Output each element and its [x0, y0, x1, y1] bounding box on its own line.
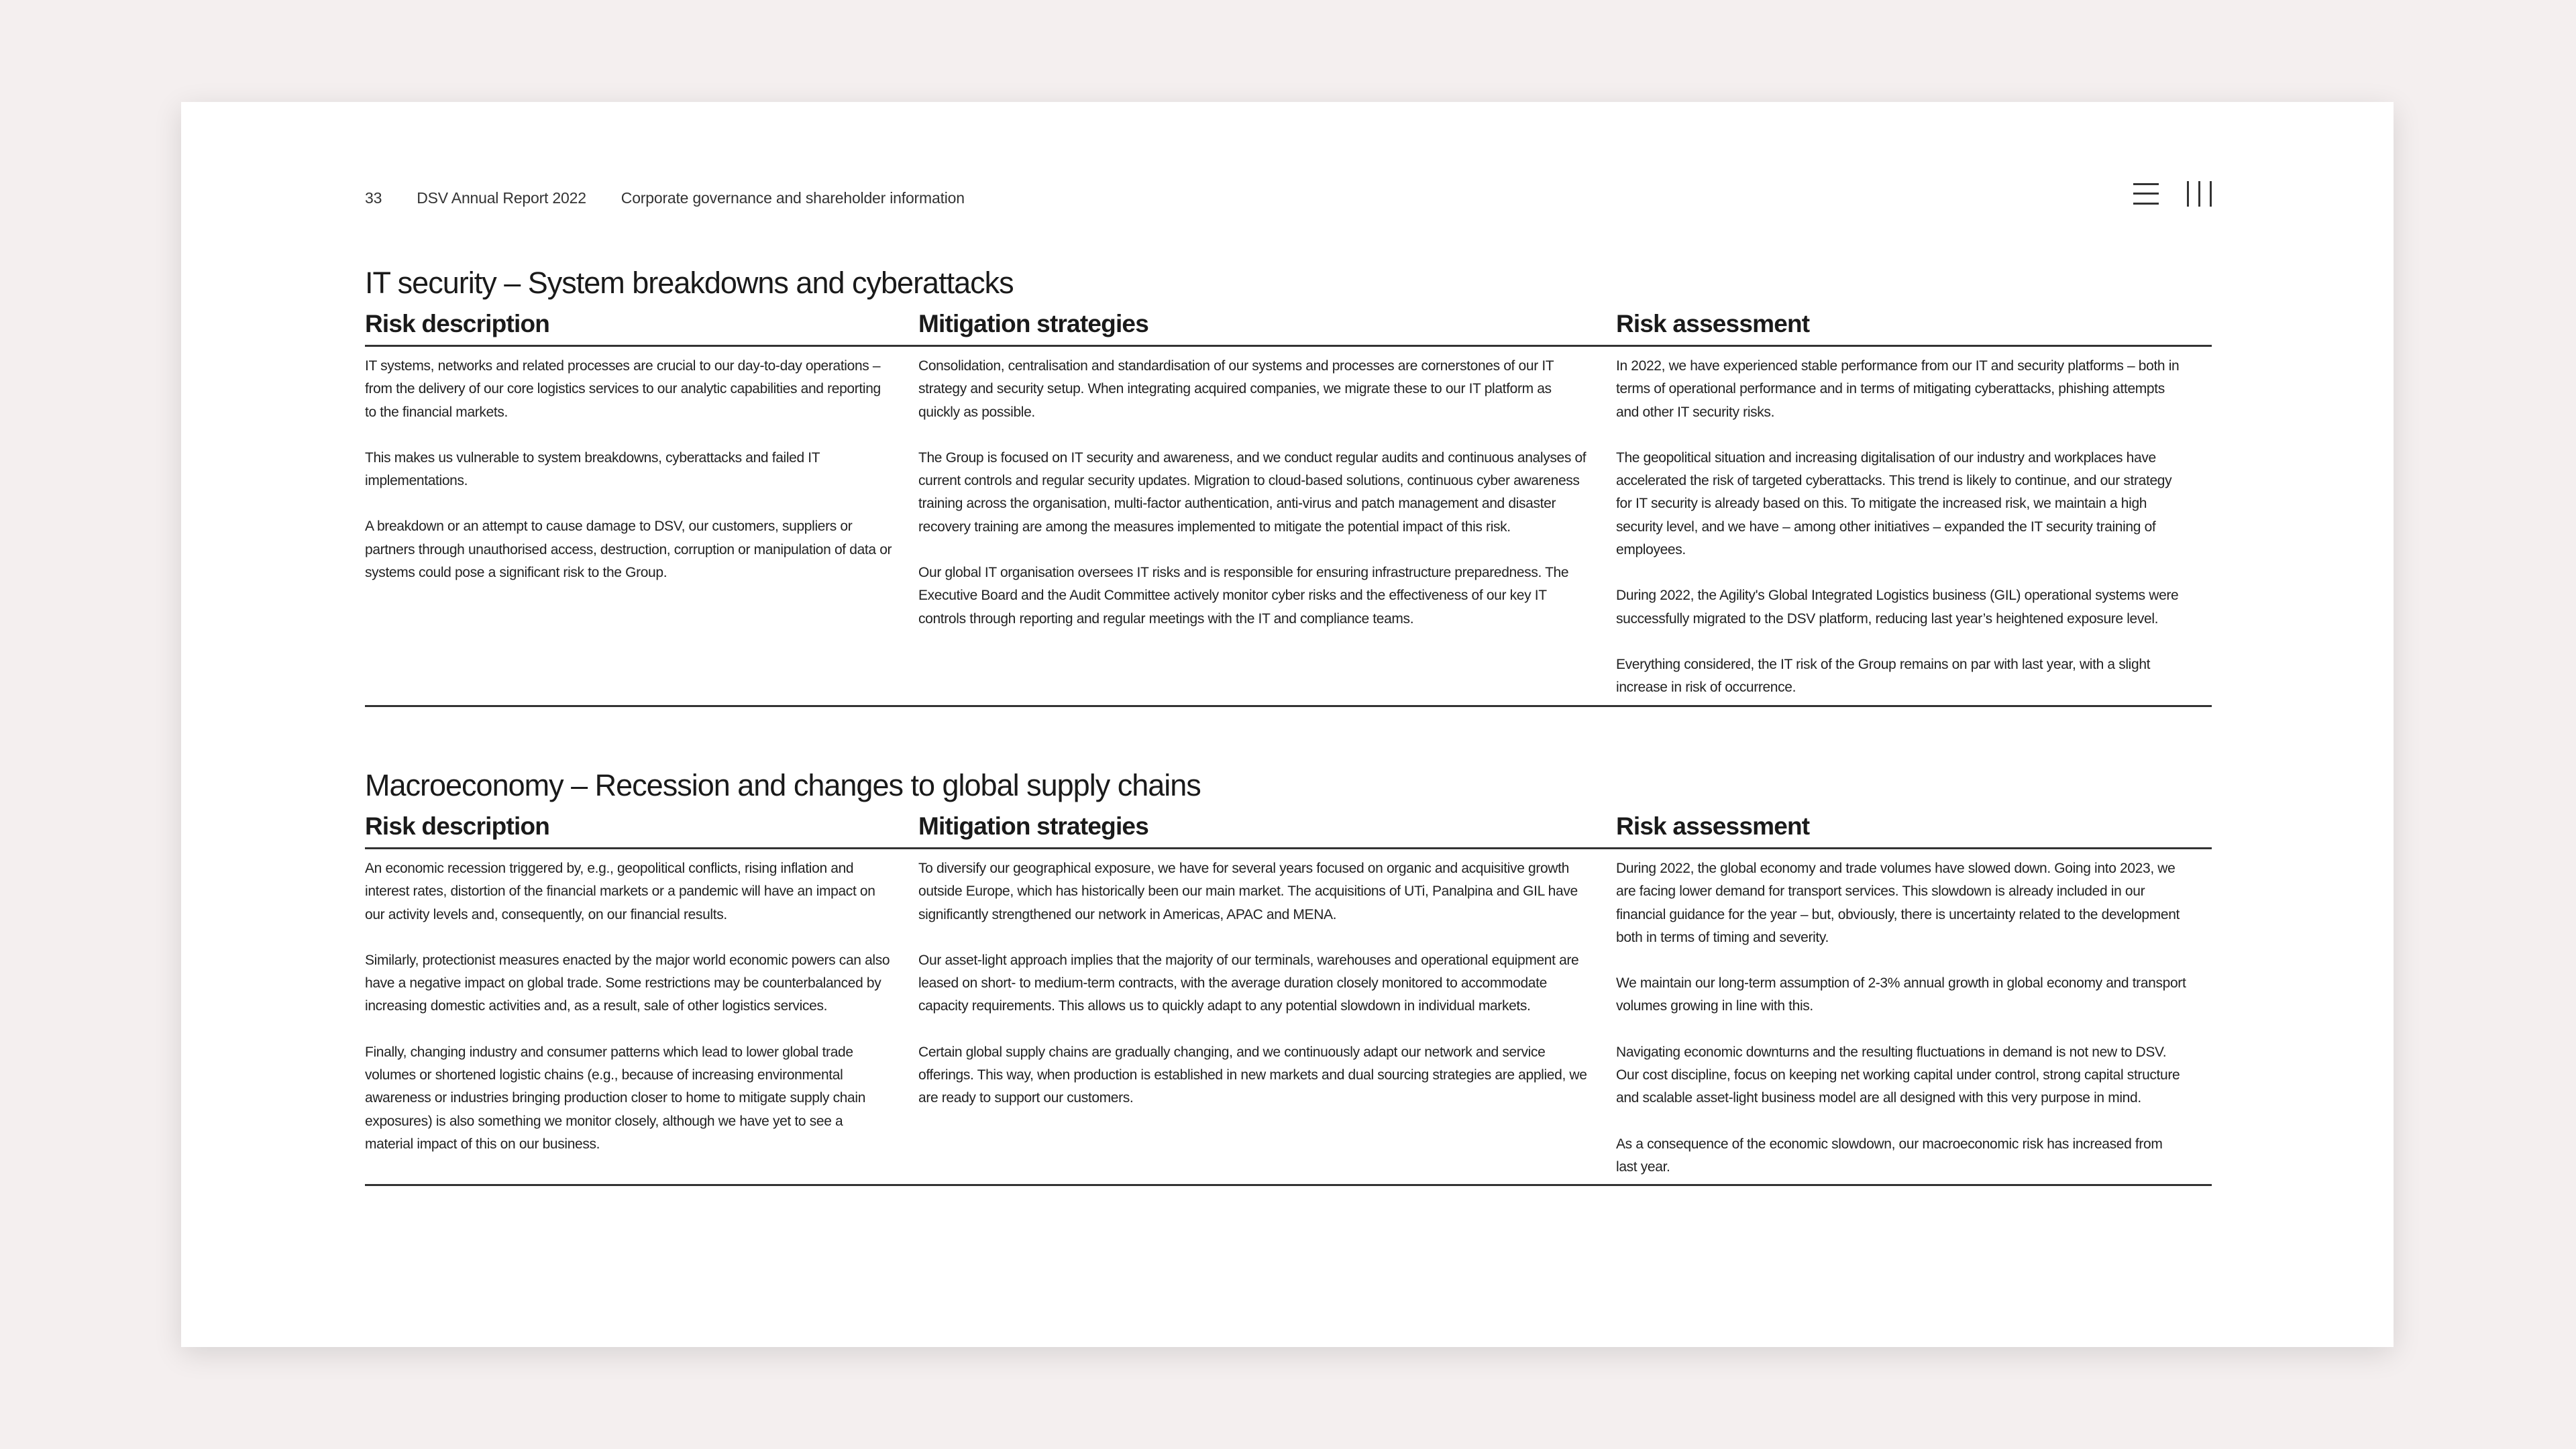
- running-header: [365, 189, 965, 207]
- report-title: DSV Annual Report 2022: [417, 189, 586, 207]
- risk-table-body: [365, 849, 2212, 1186]
- paragraph: During 2022, the global economy and trade volumes have slowed down. Going into 2023, we are facing lower demand for transport services. This slowdown is already included in our financial guidance for the year – but, obviously, there is uncertainty related to the development both in terms of timing and severity.: [1616, 861, 2180, 945]
- report-page: [181, 102, 2394, 1347]
- section-title: Macroeconomy – Recession and changes to global supply chains: [365, 768, 1201, 802]
- paragraph: An economic recession triggered by, e.g., geopolitical conflicts, rising inflation and interest rates, distortion of the financial markets or a pandemic will have an impact on our activity levels and, consequently, on our financial results.: [365, 861, 875, 922]
- risk-assessment-column: [1616, 355, 2212, 700]
- risk-description-column: [365, 857, 918, 1179]
- paragraph: Our asset-light approach implies that the majority of our terminals, warehouses and operational equipment are leased on short- to medium-term contracts, with the average duration closely monitored to accommodate capacity requirements. This allows us to quickly adapt to any potential slowdown in individual markets.: [918, 952, 1579, 1014]
- mitigation-strategies-column: [918, 355, 1616, 700]
- paragraph: Our global IT organisation oversees IT risks and is responsible for ensuring infrastructure preparedness. The Executive Board and the Audit Committee actively monitor cyber risks and the effectiveness of our key IT controls through reporting and regular meetings with the IT and compliance teams.: [918, 565, 1569, 627]
- paragraph: In 2022, we have experienced stable performance from our IT and security platforms – both in terms of operational performance and in terms of mitigating cyberattacks, phishing attempts and other IT security risks.: [1616, 358, 2180, 420]
- section-title: IT security – System breakdowns and cyberattacks: [365, 266, 1014, 300]
- paragraph: Finally, changing industry and consumer patterns which lead to lower global trade volumes or shortened logistic chains (e.g., because of increasing environmental awareness or industries bringing production closer to home to mitigate supply chain exposures) is also something we monitor closely, although we have yet to see a material impact of this on our business.: [365, 1044, 866, 1152]
- column-headers: [365, 310, 2212, 347]
- page-number: 33: [365, 189, 382, 207]
- risk-description-column: [365, 355, 918, 700]
- paragraph: IT systems, networks and related processes are crucial to our day-to-day operations – from the delivery of our core logistics services to our analytic capabilities and reporting to the financial markets.: [365, 358, 881, 420]
- paragraph: The geopolitical situation and increasing digitalisation of our industry and workplaces have accelerated the risk of targeted cyberattacks. This trend is likely to continue, and our strategy for IT security is already based on this. To mitigate the increased risk, we maintain a high security level, and we have – among other initiatives – expanded the IT security training of employees.: [1616, 449, 2172, 558]
- paragraph: This makes us vulnerable to system breakdowns, cyberattacks and failed IT implementations.: [365, 449, 820, 489]
- risk-description-heading: Risk description: [365, 812, 550, 840]
- paragraph: Navigating economic downturns and the resulting fluctuations in demand is not new to DSV. Our cost discipline, focus on keeping net working capital under control, strong capital structure and scalable asset-light business model are all designed with this very purpose in mind.: [1616, 1044, 2180, 1106]
- risk-assessment-heading: Risk assessment: [1616, 812, 1810, 840]
- paragraph: Consolidation, centralisation and standardisation of our systems and processes are cornerstones of our IT strategy and security setup. When integrating acquired companies, we migrate these to our IT platform as quickly as possible.: [918, 358, 1554, 420]
- chapter-title: Corporate governance and shareholder information: [621, 189, 965, 207]
- risk-description-heading: Risk description: [365, 310, 550, 337]
- mitigation-strategies-column: [918, 857, 1616, 1179]
- mitigation-strategies-heading: Mitigation strategies: [918, 812, 1148, 840]
- paragraph: To diversify our geographical exposure, we have for several years focused on organic and acquisitive growth outside Europe, which has historically been our main market. The acquisitions of UTi, Panalpina and GIL have significantly strengthened our network in Americas, APAC and MENA.: [918, 861, 1578, 922]
- paragraph: As a consequence of the economic slowdown, our macroeconomic risk has increased from last year.: [1616, 1136, 2163, 1175]
- risk-assessment-heading: Risk assessment: [1616, 310, 1810, 337]
- risk-section-it-security: [365, 268, 2212, 707]
- paragraph: Similarly, protectionist measures enacted by the major world economic powers can also have a negative impact on global trade. Some restrictions may be counterbalanced by increasing domestic activities and, as a result, sale of other logistics services.: [365, 952, 890, 1014]
- page-controls: [2133, 181, 2212, 207]
- columns-icon[interactable]: [2186, 181, 2212, 207]
- risk-assessment-column: [1616, 857, 2212, 1179]
- paragraph: The Group is focused on IT security and awareness, and we conduct regular audits and continuous analyses of current controls and regular security updates. Migration to cloud-based solutions, continuous cyber awareness training across the organisation, multi-factor authentication, anti-virus and patch management and disaster recovery training are among the measures implemented to mitigate the potential impact of this risk.: [918, 449, 1587, 535]
- paragraph: We maintain our long-term assumption of 2-3% annual growth in global economy and transport volumes growing in line with this.: [1616, 975, 2186, 1014]
- risk-section-macroeconomy: [365, 770, 2212, 1186]
- mitigation-strategies-heading: Mitigation strategies: [918, 310, 1148, 337]
- paragraph: Certain global supply chains are gradually changing, and we continuously adapt our network and service offerings. This way, when production is established in new markets and dual sourcing strategies are applied, we are ready to support our customers.: [918, 1044, 1587, 1106]
- paragraph: Everything considered, the IT risk of the Group remains on par with last year, with a slight increase in risk of occurrence.: [1616, 656, 2151, 696]
- risk-table-body: [365, 347, 2212, 707]
- menu-icon[interactable]: [2133, 182, 2159, 206]
- paragraph: A breakdown or an attempt to cause damage to DSV, our customers, suppliers or partners through unauthorised access, destruction, corruption or manipulation of data or systems could pose a significant risk to the Group.: [365, 519, 892, 581]
- paragraph: During 2022, the Agility's Global Integrated Logistics business (GIL) operational systems were successfully migrated to the DSV platform, reducing last year’s heightened exposure level.: [1616, 588, 2179, 627]
- column-headers: [365, 812, 2212, 849]
